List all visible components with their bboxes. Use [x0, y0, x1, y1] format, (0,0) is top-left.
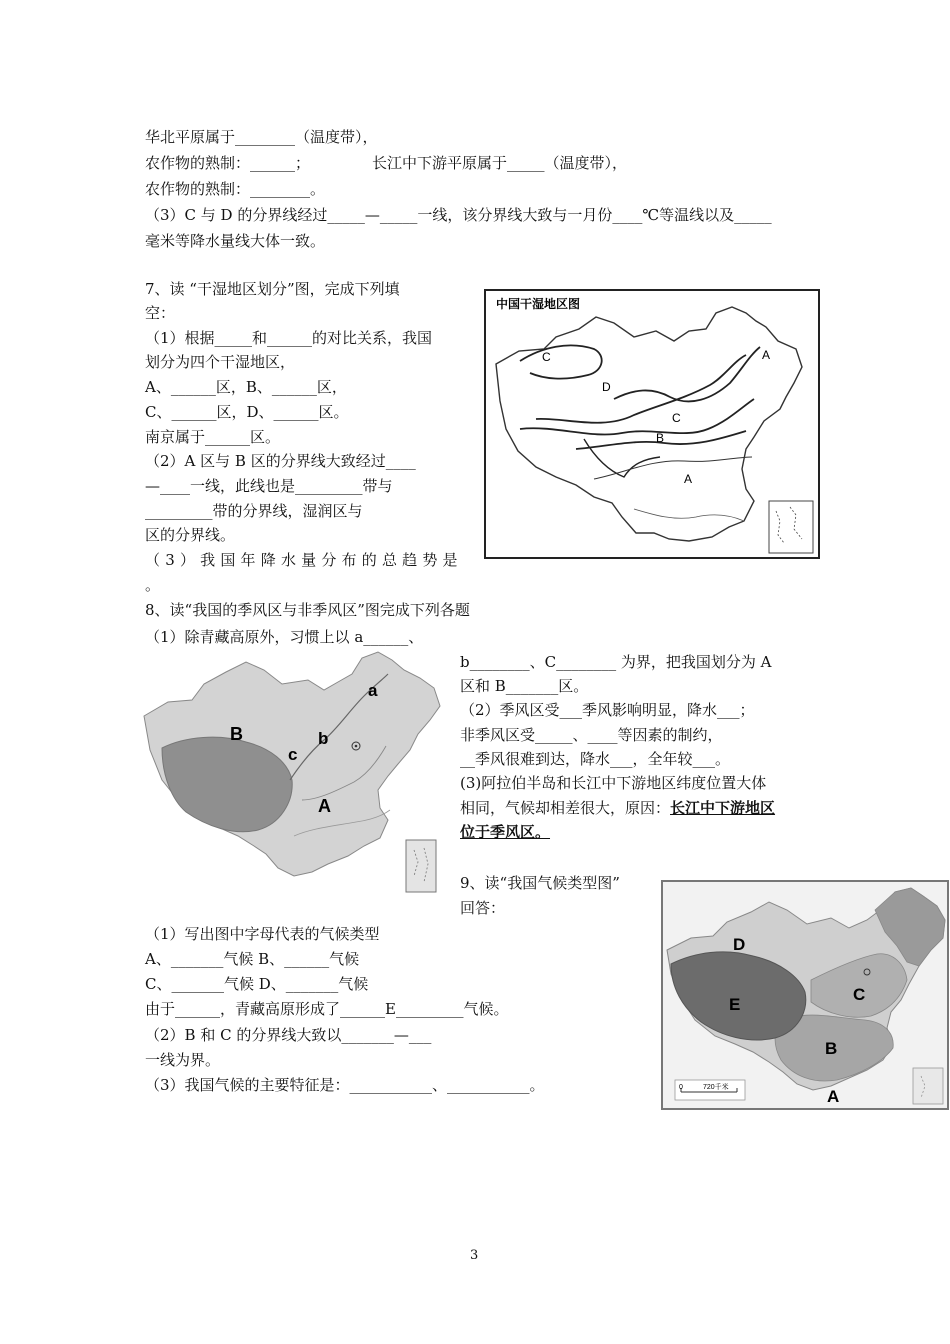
q9-line-1: 9、读“我国气候类型图”: [460, 874, 620, 892]
q8-line-3: b________、C________ 为界，把我国划分为 A: [460, 653, 772, 671]
region-label-a-south: A: [684, 472, 693, 486]
q6-line-2b: 长江中下游平原属于_____（温度带），: [372, 154, 628, 172]
climate-label-e: E: [729, 995, 741, 1014]
q7-line-8: （2）A 区与 B 区的分界线大致经过____: [145, 452, 416, 470]
climate-label-b: B: [825, 1039, 838, 1058]
q8-line-5: （2）季风区受___季风影响明显，降水___；: [460, 701, 755, 719]
monsoon-label-big-b: B: [230, 724, 243, 744]
region-label-c-east: C: [672, 411, 681, 425]
climate-types-map: [661, 880, 949, 1110]
q6-line-1: 华北平原属于________（温度带），: [145, 128, 378, 146]
q9-line-4: A、_______气候 B、______气候: [145, 950, 360, 968]
q8-answer-2: 位于季风区。: [460, 823, 551, 841]
q7-line-7: 南京属于______区。: [145, 428, 281, 446]
q6-line-2a: 农作物的熟制：______；: [145, 154, 311, 172]
q6-line-5: 毫米等降水量线大体一致。: [145, 232, 326, 250]
region-label-d: D: [602, 380, 611, 394]
q7-line-2: 空：: [145, 304, 176, 322]
scale-zero: 0: [679, 1084, 683, 1091]
q8-line-1: 8、读“我国的季风区与非季风区”图完成下列各题: [145, 601, 470, 619]
dry-wet-regions-map: [484, 289, 820, 559]
q9-line-7: （2）B 和 C 的分界线大致以_______—___: [145, 1026, 432, 1044]
q8-line-6: 非季风区受_____、____等因素的制约，: [460, 726, 723, 744]
q7-line-6: C、______区，D、______区。: [145, 403, 349, 421]
climate-label-c: C: [853, 985, 866, 1004]
region-label-c: C: [542, 350, 551, 364]
q9-line-5: C、_______气候 D、_______气候: [145, 975, 369, 993]
q8-line-2: （1）除青藏高原外，习惯上以 a______、: [145, 628, 424, 646]
q8-answer-1: 长江中下游地区: [670, 799, 776, 817]
q7-line-1: 7、读 “干湿地区划分”图，完成下列填: [145, 280, 400, 298]
q8-line-9-prefix: 相同，气候却相差很大，原因：: [460, 799, 671, 817]
monsoon-label-a: a: [368, 681, 378, 700]
region-label-a: A: [762, 348, 771, 362]
monsoon-regions-map: [142, 650, 442, 898]
q6-line-4: （3）C 与 D 的分界线经过_____—_____一线，该分界线大致与一月份____℃等温线以及_____: [145, 206, 772, 224]
map-title: 中国干湿地区图: [496, 297, 581, 311]
monsoon-label-b: b: [318, 729, 329, 748]
monsoon-label-big-a: A: [318, 796, 331, 816]
q9-line-8: 一线为界。: [145, 1051, 221, 1069]
q7-line-5: A、______区，B、______区，: [145, 378, 347, 396]
q9-line-2: 回答：: [460, 899, 506, 917]
q8-line-8: (3)阿拉伯半岛和长江中下游地区纬度位置大体: [460, 774, 767, 792]
monsoon-label-c: c: [288, 745, 298, 764]
q7-line-11: 区的分界线。: [145, 526, 236, 544]
q6-line-3: 农作物的熟制：________。: [145, 180, 326, 198]
q7-line-4: 划分为四个干湿地区，: [145, 353, 296, 371]
q7-line-12: （3）我国年降水量分布的总趋势是: [145, 551, 463, 569]
q9-line-9: （3）我国气候的主要特征是：___________、___________。: [145, 1076, 545, 1094]
q7-line-3: （1）根据_____和______的对比关系，我国: [145, 329, 433, 347]
q8-line-4: 区和 B_______区。: [460, 677, 589, 695]
climate-label-d: D: [733, 935, 746, 954]
climate-label-a: A: [827, 1087, 840, 1106]
q7-line-10: _________带的分界线，湿润区与: [145, 502, 363, 520]
q8-line-9: [460, 798, 775, 818]
q9-line-3: （1）写出图中字母代表的气候类型: [145, 925, 380, 943]
region-label-b: B: [656, 431, 665, 445]
q8-line-7: __季风很难到达，降水___，全年较___。: [460, 750, 731, 768]
q7-line-13: 。: [145, 576, 161, 594]
page-number: 3: [470, 1248, 479, 1263]
scale-label: 720千米: [703, 1084, 729, 1091]
q7-line-9: —____一线，此线也是_________带与: [145, 477, 393, 495]
q9-line-6: 由于______，青藏高原形成了______E_________气候。: [145, 1000, 509, 1018]
